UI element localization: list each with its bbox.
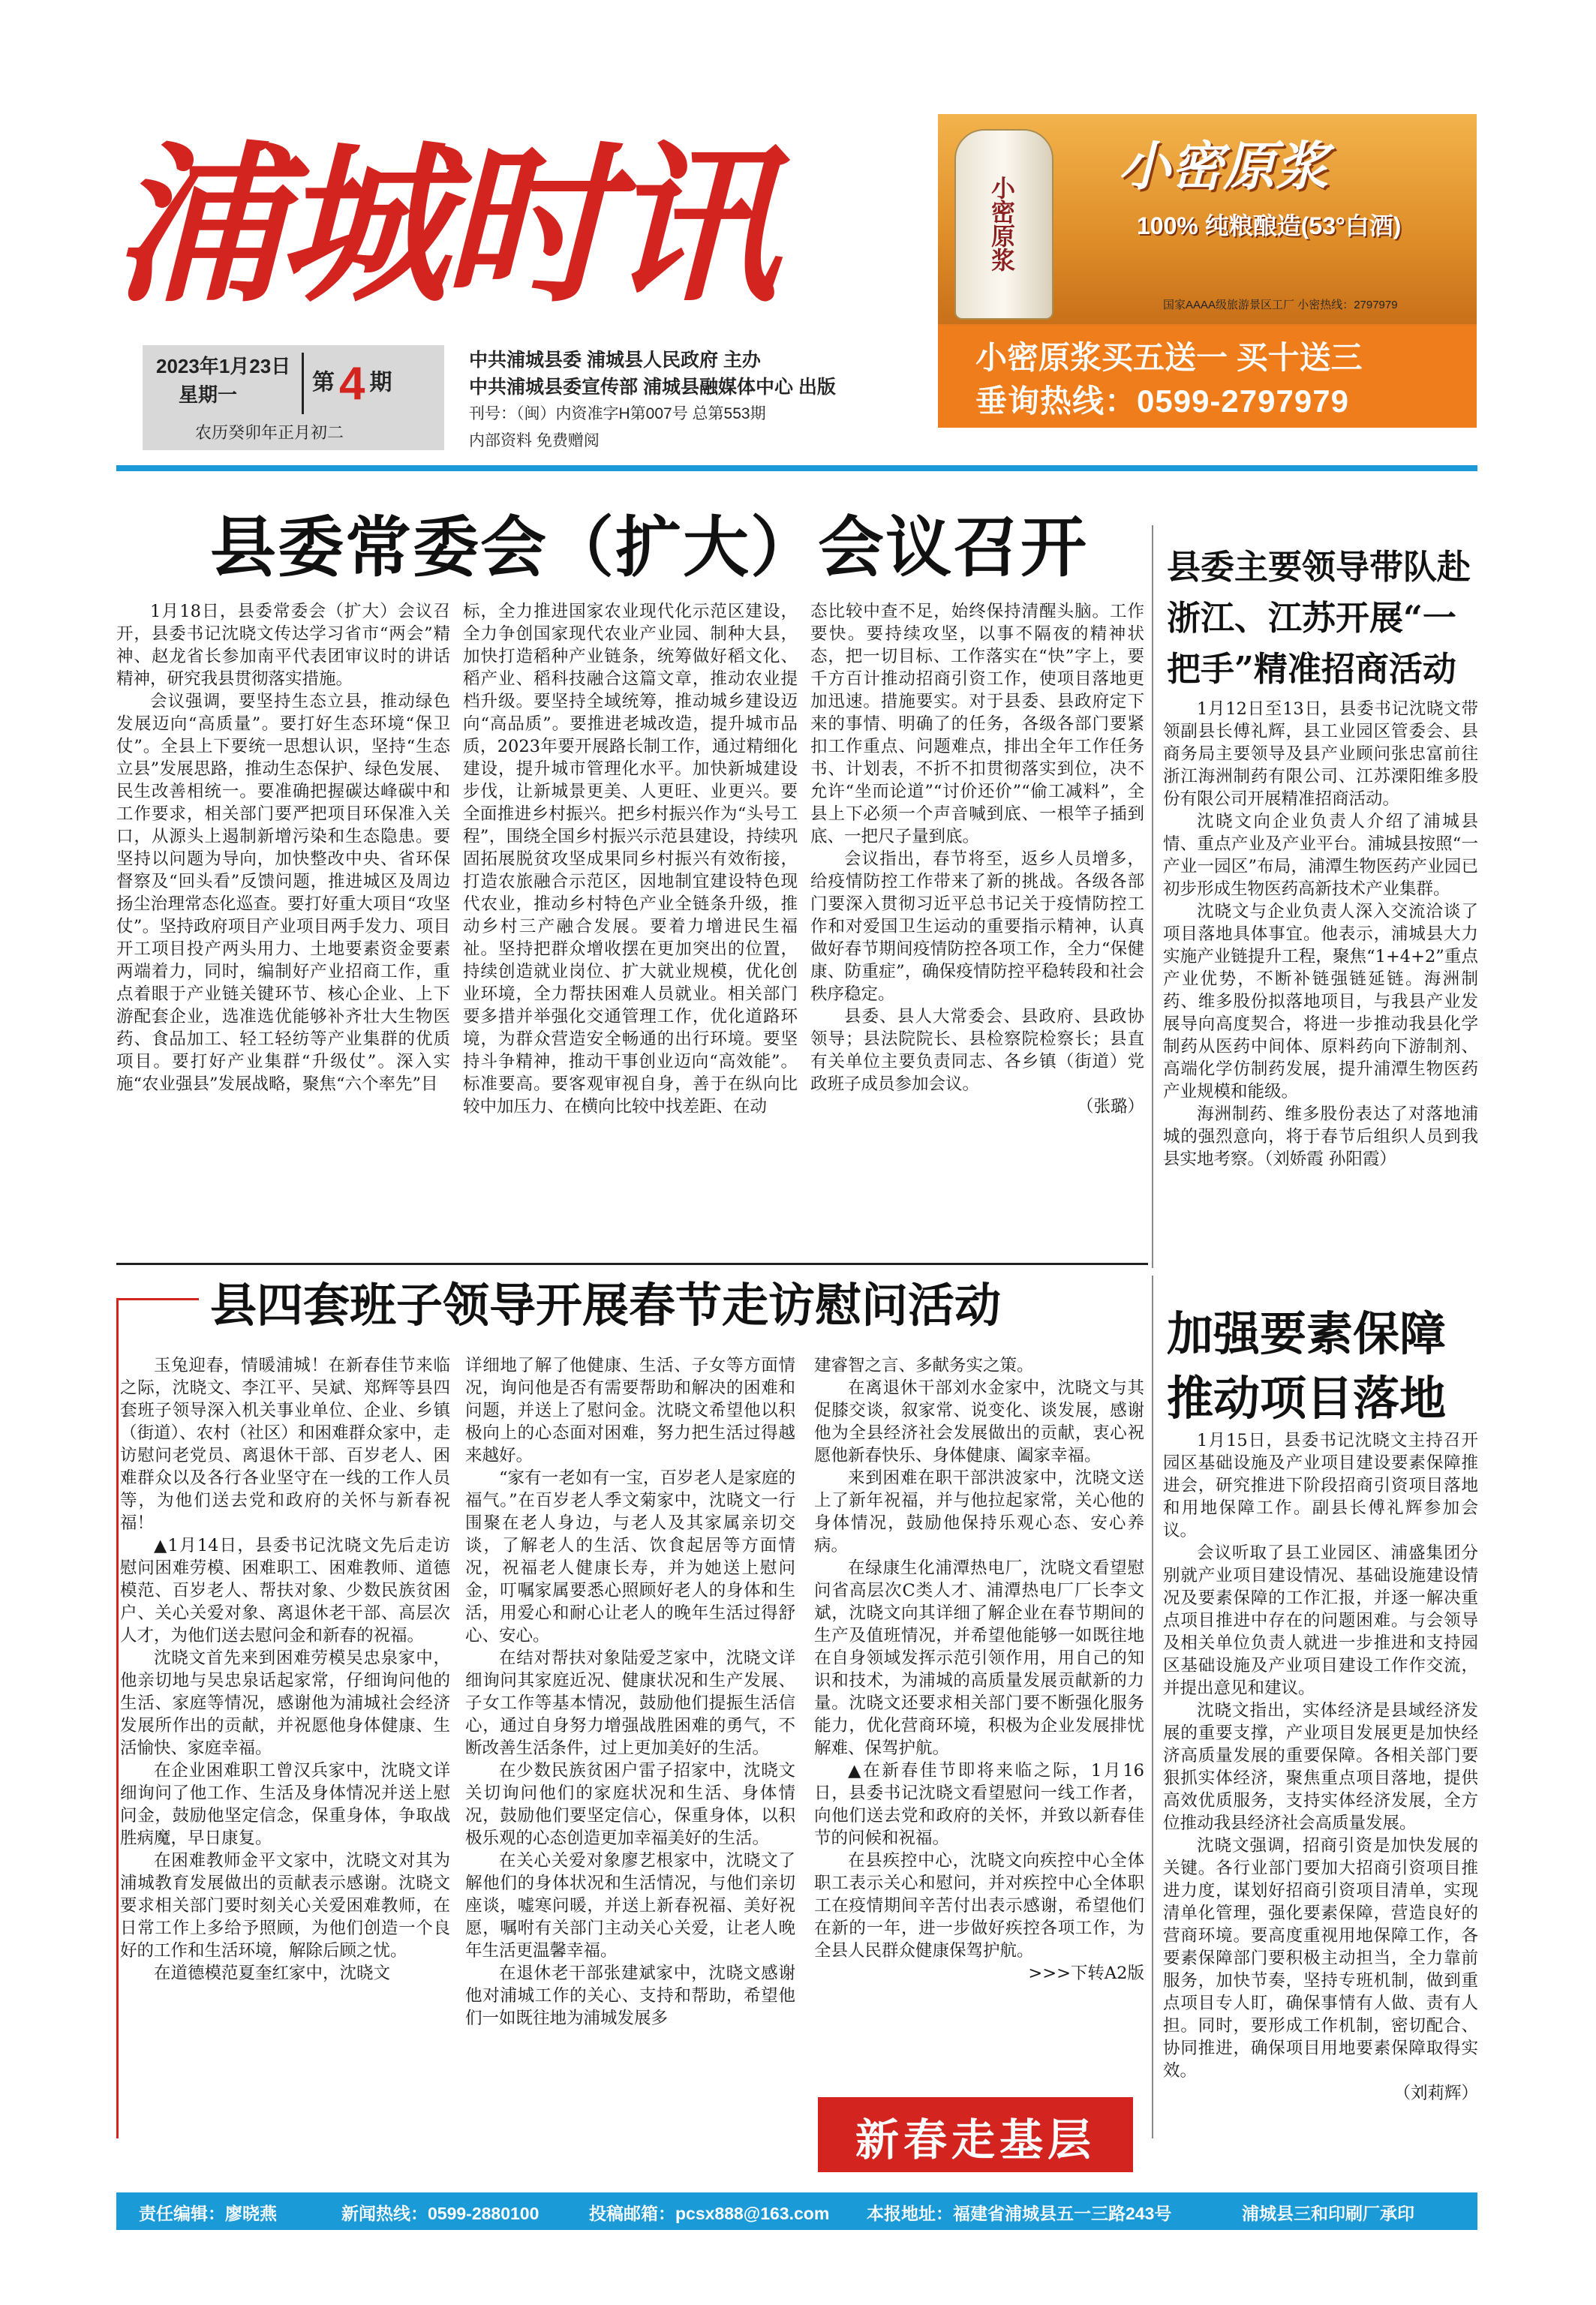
- article-headline: 加强要素保障推动项目落地: [1167, 1306, 1447, 1426]
- issue-date: 2023年1月23日: [156, 355, 291, 377]
- article-column: 1月12日至13日，县委书记沈晓文带领副县长傅礼辉，县工业园区管委会、县商务局主要领导及县产业顾问张忠富前往浙江海洲制药有限公司、江苏溧阳维多股份有限公司开展精准招商活动。 沈晓文向企业负责人介绍了浦城县情、重点产业及产业平台。浦城县按照“一产业一园区”布局，浦潭生物医药产业园已初步形成生物医药高新技术产业集群。 沈晓文与企业负责人深入交流洽谈了项目落地具体事宜。他表示，浦城县大力实施产业链提升工程，聚焦“1+4+2”重点产业优势，不断补链强链延链。海洲制药、维多股份拟落地项目，与我县产业发展导向高度契合，将进一步推动我县化学制药从医药中间体、原料药向下游制剂、高端化学仿制药发展，提升浦潭生物医药产业规模和能级。 海洲制药、维多股份表达了对落地浦城的强烈意向，将于春节后组织人员到我县实地考察。（刘娇霞 孙阳霞）: [1163, 699, 1478, 1169]
- footer-printer: 浦城县三和印刷厂承印: [1242, 2204, 1414, 2223]
- article-headline: 县四套班子领导开展春节走访慰问活动: [210, 1278, 1002, 1333]
- issue-number: 第4 期: [312, 358, 392, 410]
- section-divider: [116, 1263, 1148, 1265]
- publisher-line: 中共浦城县委宣传部 浦城县融媒体中心 出版: [469, 377, 836, 398]
- article-headline: 县委主要领导带队赴浙江、江苏开展“一把手”精准招商活动: [1167, 547, 1471, 689]
- article-column: 详细地了解了他健康、生活、子女等方面情况，询问他是否有需要帮助和解决的困难和问题，并送上了慰问金。沈晓文希望他以积极向上的心态面对困难，努力把生活过得越来越好。 “家有一老如有一宝，百岁老人是家庭的福气。”在百岁老人季文菊家中，沈晓文一行围聚在老人身边，与老人及其家属亲切交谈，了解老人的生活、饮食起居等方面情况，祝福老人健康长寿，并为她送上慰问金，叮嘱家属要悉心照顾好老人的身体和生活，用爱心和耐心让老人的晚年生活过得舒心、安心。 在结对帮扶对象陆爱芝家中，沈晓文详细询问其家庭近况、健康状况和生产发展、子女工作等基本情况，鼓励他们提振生活信心，通过自身努力增强战胜困难的勇气，不断改善生活条件，过上更加美好的生活。 在少数民族贫困户雷子招家中，沈晓文关切询问他们的家庭状况和生活、身体情况，鼓励他们要坚定信心，保重身体，以积极乐观的心态创造更加幸福美好的生活。 在关心关爱对象廖艺根家中，沈晓文了解他们的身体状况和生活情况，与他们亲切座谈，嘘寒问暖，并送上新春祝福、美好祝愿，嘱咐有关部门主动关心关爱，让老人晚年生活更温馨幸福。 在退休老干部张建斌家中，沈晓文感谢他对浦城工作的关心、支持和帮助，希望他们一如既往地为浦城发展多: [465, 1356, 795, 2028]
- article-column: 建睿智之言、多献务实之策。 在离退休干部刘水金家中，沈晓文与其促膝交谈，叙家常、说变化、谈发展，感谢他为全县经济社会发展做出的贡献，衷心祝愿他新春快乐、身体健康、阖家幸福。 来到困难在职干部洪波家中，沈晓文送上了新年祝福，并与他拉起家常，关心他的身体情况，鼓励他保持乐观心态、安心养病。 在绿康生化浦潭热电厂，沈晓文看望慰问省高层次C类人才、浦潭热电厂厂长李文斌，沈晓文向其详细了解企业在春节期间的生产及值班情况，并希望他能够一如既往地在自身领域发挥示范引领作用，用自己的知识和技术，为浦城的高质量发展贡献新的力量。沈晓文还要求相关部门要不断强化服务能力，优化营商环境，积极为企业发展排忧解难、保驾护航。 ▲在新春佳节即将来临之际，1月16日，县委书记沈晓文看望慰问一线工作者，向他们送去党和政府的关怀，并致以新春佳节的问候和祝福。 在县疾控中心，沈晓文向疾控中心全体职工表示关心和慰问，并对疾控中心全体职工在疫情期间辛苦付出表示感谢，希望他们在新的一年，进一步做好疾控各项工作，为全县人民群众健康保驾护航。 >>>下转A2版: [814, 1356, 1144, 1983]
- publisher-line: 中共浦城县委 浦城县人民政府 主办: [469, 350, 761, 371]
- footer-editor: 责任编辑：廖晓燕: [139, 2204, 277, 2223]
- footer-address: 本报地址：福建省浦城县五一三路243号: [867, 2204, 1172, 2223]
- continued-note: >>>下转A2版: [1028, 1964, 1144, 1983]
- issue-separator: [302, 353, 304, 414]
- section-accent: [116, 1298, 199, 1300]
- footer-email: 投稿邮箱：pcsx888@163.com: [589, 2204, 830, 2223]
- column-banner: 新春走基层: [818, 2097, 1133, 2172]
- ad-brand-name: 小密原浆: [1118, 135, 1328, 197]
- lunar-date: 农历癸卯年正月初二: [195, 423, 344, 442]
- ad-claim: 100% 纯粮酿造(53°白酒): [1137, 212, 1402, 239]
- article-byline: （张璐）: [1076, 1097, 1144, 1116]
- liquor-advertisement: [938, 114, 1477, 428]
- registration-line: 刊号：（闽）内资准字H第007号 总第553期: [469, 405, 766, 422]
- article-column: 1月18日，县委常委会（扩大）会议召开，县委书记沈晓文传达学习省市“两会”精神、赵龙省长参加南平代表团审议时的讲话精神，研究我县贯彻落实措施。 会议强调，要坚持生态立县，推动绿色发展迈向“高质量”。要打好生态环境“保卫仗”。全县上下要统一思想认识，坚持“生态立县”发展思路，推动生态保护、绿色发展、民生改善相统一。要准确把握碳达峰碳中和工作要求，相关部门要严把项目环保准入关口，从源头上遏制新增污染和生态隐患。要坚持以问题为导向，加快整改中央、省环保督察及“回头看”反馈问题，推进城区及周边扬尘治理常态化巡查。要打好重大项目“攻坚仗”。坚持政府项目产业项目两手发力、项目开工项目投产两头用力、土地要素资金要素两端着力，同时，编制好产业招商工作，重点着眼于产业链关键环节、核心企业、上下游配套企业，选准选优能够补齐壮大生物医药、食品加工、轻工轻纺等产业集群的优质项目。要打好产业集群“升级仗”。深入实施“农业强县”发展战略，聚焦“六个率先”目: [116, 602, 450, 1094]
- circulation-note: 内部资料 免费赠阅: [469, 432, 600, 449]
- masthead-divider: [116, 465, 1477, 471]
- issue-weekday: 星期一: [179, 383, 238, 406]
- article-byline: （刘莉辉）: [1393, 2084, 1478, 2103]
- article-headline: 县委常委会（扩大）会议召开: [210, 509, 1089, 586]
- article-column: 玉兔迎春，情暖浦城！在新春佳节来临之际，沈晓文、李江平、吴斌、郑辉等县四套班子领导深入机关事业单位、企业、乡镇（街道）、农村（社区）和困难群众家中，走访慰问老党员、离退休干部、百岁老人、困难群众以及各行各业坚守在一线的工作人员等，为他们送去党和政府的关怀与新春祝福！ ▲1月14日，县委书记沈晓文先后走访慰问困难劳模、困难职工、困难教师、道德模范、百岁老人、帮扶对象、少数民族贫困户、关心关爱对象、离退休老干部、高层次人才，为他们送去慰问金和新春的祝福。 沈晓文首先来到困难劳模吴忠泉家中，他亲切地与吴忠泉话起家常，仔细询问他的生活、家庭等情况，感谢他为浦城社会经济发展所作出的贡献，并祝愿他身体健康、生活愉快、家庭幸福。 在企业困难职工曾汉兵家中，沈晓文详细询问了他工作、生活及身体情况并送上慰问金，鼓励他坚定信念，保重身体，争取战胜病魔，早日康复。 在困难教师金平文家中，沈晓文对其为浦城教育发展做出的贡献表示感谢。沈晓文要求相关部门要时刻关心关爱困难教师，在日常工作上多给予照顾，为他们创造一个良好的工作和生活环境，解除后顾之忧。 在道德模范夏奎红家中，沈晓文: [120, 1356, 450, 1983]
- section-accent: [116, 1298, 119, 2138]
- ad-hotline: 垂询热线：0599-2797979: [975, 383, 1349, 419]
- page-footer: [116, 2192, 1477, 2230]
- footer-hotline: 新闻热线：0599-2880100: [341, 2204, 540, 2223]
- article-column: 1月15日，县委书记沈晓文主持召开园区基础设施及产业项目建设要素保障推进会，研究推进下阶段招商引资项目落地和用地保障工作。副县长傅礼辉参加会议。 会议听取了县工业园区、浦盛集团分别就产业项目建设情况、基础设施建设情况及要素保障的工作汇报，并逐一解决重点项目推进中存在的问题困难。与会领导及相关单位负责人就进一步推进和支持园区基础设施及产业项目建设工作作交流，并提出意见和建议。 沈晓文指出，实体经济是县域经济发展的重要支撑，产业项目发展更是加快经济高质量发展的重要保障。各相关部门要狠抓实体经济，聚焦重点项目落地，提供高效优质服务，支持实体经济发展，全方位推动我县经济社会高质量发展。 沈晓文强调，招商引资是加快发展的关键。各行业部门要加大招商引资项目推进力度，谋划好招商引资项目清单，实现清单化管理，强化要素保障，营造良好的营商环境。要高度重视用地保障工作，各要素保障部门要积极主动担当，全力靠前服务，加快节奏，坚持专班机制，做到重点项目专人盯，确保事情有人做、责有人担。同时，要形成工作机制，密切配合、协同推进，确保项目用地要素保障取得实效。 （刘莉辉）: [1163, 1431, 1478, 2103]
- liquor-bottle-image: 小密原浆: [954, 129, 1053, 320]
- column-divider: [1152, 525, 1153, 1268]
- newspaper-masthead-title: 浦城时讯: [113, 125, 773, 326]
- issue-info-box: [143, 345, 444, 450]
- article-column: 态比较中查不足，始终保持清醒头脑。工作要快。要持续攻坚，以事不隔夜的精神状态，把一切目标、工作落实在“快”字上，要千方百计推动招商引资工作，使项目落地更加迅速。措施要实。对于县委、县政府定下来的事情、明确了的任务，各级各部门要紧扣工作重点、问题难点，排出全年工作任务书、计划表，不折不扣贯彻落实到位，决不允许“坐而论道”“讨价还价”“偷工减料”，全县上下必须一个声音喊到底、一根竿子插到底、一把尺子量到底。 会议指出，春节将至，返乡人员增多，给疫情防控工作带来了新的挑战。各级各部门要深入贯彻习近平总书记关于疫情防控工作和对爱国卫生运动的重要指示精神，认真做好春节期间疫情防控各项工作，全力“保健康、防重症”，确保疫情防控平稳转段和社会秩序稳定。 县委、县人大常委会、县政府、县政协领导；县法院院长、县检察院检察长；县直有关单位主要负责同志、各乡镇（街道）党政班子成员参加会议。 （张璐）: [810, 602, 1144, 1116]
- publisher-info: [469, 347, 934, 455]
- ad-promo-text: 小密原浆买五送一 买十送三: [975, 340, 1363, 375]
- ad-small-print: 国家AAAA级旅游景区工厂 小密热线：2797979: [1163, 299, 1398, 311]
- article-column: 标，全力推进国家农业现代化示范区建设，全力争创国家现代农业产业园、制种大县，加快打造稻种产业链条，统筹做好稻文化、稻产业、稻科技融合这篇文章，推动农业提档升级。要坚持全域统筹，推动城乡建设迈向“高品质”。要推进老城改造，提升城市品质，2023年要开展路长制工作，通过精细化建设，提升城市管理化水平。加快新城建设步伐，让新城景更美、人更旺、业更兴。要全面推进乡村振兴。把乡村振兴作为“头号工程”，围绕全国乡村振兴示范县建设，持续巩固拓展脱贫攻坚成果同乡村振兴有效衔接，打造农旅融合示范区，因地制宜建设特色现代农业，推动乡村特色产业全链条升级，推动乡村三产融合发展。要着力增进民生福祉。坚持把群众增收摆在更加突出的位置，持续创造就业岗位、扩大就业规模，优化创业环境，全力帮扶困难人员就业。相关部门要多措并举强化交通管理工作，优化道路环境，为群众营造安全畅通的出行环境。要坚持斗争精神，推动干事创业迈向“高效能”。标准要高。要客观审视自身，善于在纵向比较中加压力、在横向比较中找差距、在动: [463, 602, 798, 1116]
- column-divider: [1152, 1276, 1153, 2138]
